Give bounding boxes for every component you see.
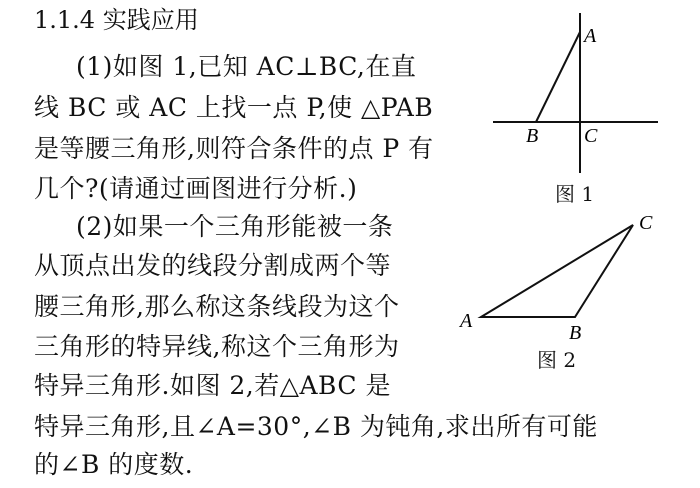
figure-1-label-a: A	[584, 25, 597, 47]
figure-1-label-c: C	[584, 125, 598, 147]
figure-2-triangle-abc	[481, 225, 633, 317]
problem-2-line-3: 腰三角形,那么称这条线段为这个	[34, 292, 400, 321]
problem-2-line-7: 的∠B 的度数.	[34, 450, 194, 479]
problem-1-line-1: (1)如图 1,已知 AC⊥BC,在直	[76, 52, 417, 81]
figure-2-label-a: A	[460, 310, 473, 332]
problem-2-line-2: 从顶点出发的线段分割成两个等	[34, 251, 392, 280]
figure-1-label-b: B	[526, 125, 539, 147]
figure-2-label-b: B	[569, 322, 582, 344]
problem-2-line-5: 特异三角形.如图 2,若△ABC 是	[34, 371, 391, 400]
problem-2-line-4: 三角形的特异线,称这个三角形为	[34, 332, 400, 361]
figure-2-diagram	[455, 205, 665, 345]
problem-2-line-1: (2)如果一个三角形能被一条	[76, 212, 394, 241]
figure-2-caption: 图 2	[537, 348, 577, 372]
problem-1-line-2: 线 BC 或 AC 上找一点 P,使 △PAB	[34, 93, 434, 122]
figure-1-segment-ab	[536, 32, 580, 122]
section-heading: 1.1.4 实践应用	[34, 6, 199, 34]
figure-1-caption: 图 1	[555, 182, 595, 206]
figure-2-label-c: C	[639, 212, 653, 234]
figure-1-diagram	[488, 8, 663, 178]
problem-2-line-6: 特异三角形,且∠A=30°,∠B 为钝角,求出所有可能	[34, 412, 598, 441]
problem-1-line-4: 几个?(请通过画图进行分析.)	[34, 174, 358, 203]
problem-1-line-3: 是等腰三角形,则符合条件的点 P 有	[34, 134, 434, 163]
